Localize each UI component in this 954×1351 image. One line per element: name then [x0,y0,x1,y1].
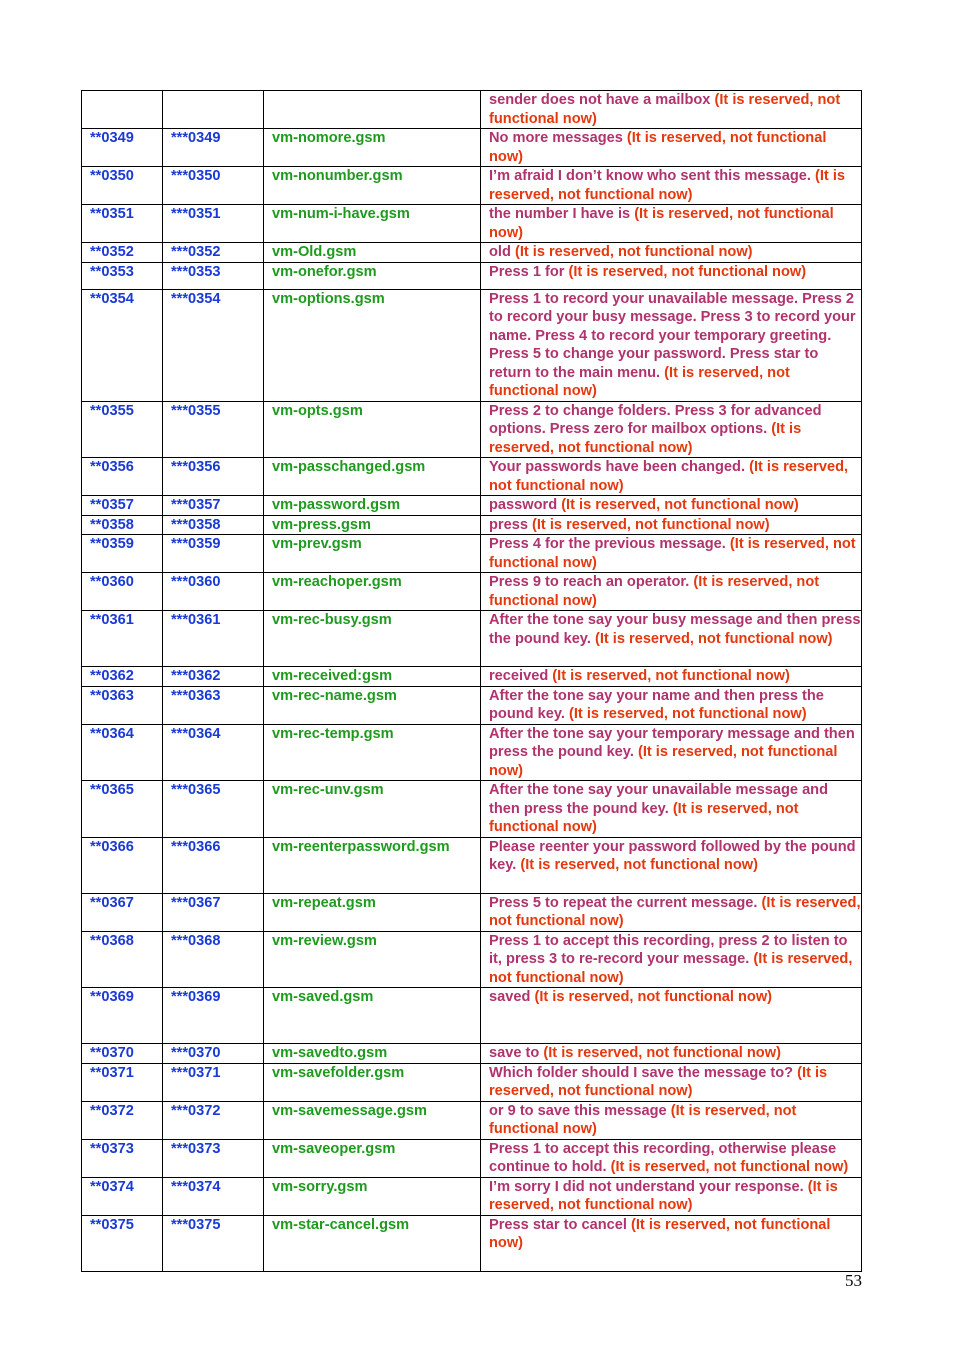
description-cell [481,91,862,129]
description-cell [481,458,862,496]
code-long-cell: ***0370 [163,1044,264,1064]
reserved-note: (It is reserved, not functional now) [489,168,845,203]
table-row [82,667,862,687]
code-short-cell: **0358 [82,515,163,535]
code-short-cell: **0360 [82,573,163,611]
code-short-cell: **0375 [82,1215,163,1271]
reserved-note: (It is reserved, not functional now) [534,989,773,1005]
reserved-note: (It is reserved, not functional now) [520,857,758,873]
code-long-cell: ***0352 [163,243,264,263]
table-row [82,205,862,243]
reserved-note: (It is reserved, not functional now) [489,1064,828,1099]
description-text: After the tone say your unavailable message and then press the pound key. [489,782,829,817]
filename-cell: vm-saveoper.gsm [264,1139,481,1177]
description-cell [481,781,862,838]
code-short-cell: **0350 [82,167,163,205]
code-short-cell: **0357 [82,496,163,516]
reserved-note: (It is reserved, not functional now) [489,574,820,609]
description-cell [481,129,862,167]
table-row [82,515,862,535]
code-short-cell: **0371 [82,1063,163,1101]
description-text: the number I have is [489,206,631,222]
table-row [82,893,862,931]
code-short-cell: **0365 [82,781,163,838]
filename-cell: vm-rec-temp.gsm [264,724,481,781]
reserved-note: (It is reserved, not functional now) [489,1216,831,1251]
code-long-cell: ***0361 [163,611,264,667]
filename-cell: vm-repeat.gsm [264,893,481,931]
description-cell [481,167,862,205]
description-text: password [489,497,558,513]
filename-cell: vm-prev.gsm [264,535,481,573]
description-cell [481,1101,862,1139]
reserved-note: (It is reserved, not functional now) [489,421,802,456]
reserved-note: (It is reserved, not functional now) [552,668,790,684]
description-cell [481,1177,862,1215]
table-row [82,686,862,724]
code-long-cell: ***0351 [163,205,264,243]
code-short-cell: **0362 [82,667,163,687]
description-text: After the tone say your name and then press the pound key. [489,687,824,722]
description-cell [481,289,862,401]
code-long-cell [163,91,264,129]
code-long-cell: ***0371 [163,1063,264,1101]
table-row [82,1139,862,1177]
filename-cell: vm-star-cancel.gsm [264,1215,481,1271]
description-text: Your passwords have been changed. [489,459,746,475]
code-short-cell: **0361 [82,611,163,667]
description-cell [481,686,862,724]
filename-cell: vm-savefolder.gsm [264,1063,481,1101]
reserved-note: (It is reserved, not functional now) [569,706,807,722]
filename-cell: vm-rec-busy.gsm [264,611,481,667]
filename-cell: vm-received:gsm [264,667,481,687]
code-long-cell: ***0353 [163,262,264,289]
code-short-cell: **0359 [82,535,163,573]
filename-cell: vm-reenterpassword.gsm [264,837,481,893]
description-cell [481,1139,862,1177]
description-cell [481,667,862,687]
description-cell [481,893,862,931]
description-text: save to [489,1045,540,1061]
code-short-cell: **0355 [82,401,163,458]
filename-cell: vm-nomore.gsm [264,129,481,167]
filename-cell: vm-press.gsm [264,515,481,535]
code-long-cell: ***0359 [163,535,264,573]
table-body [82,91,862,1272]
filename-cell: vm-opts.gsm [264,401,481,458]
code-short-cell: **0356 [82,458,163,496]
table-row [82,496,862,516]
description-cell [481,573,862,611]
page-number: 53 [845,1271,862,1290]
filename-cell: vm-nonumber.gsm [264,167,481,205]
code-long-cell: ***0350 [163,167,264,205]
description-cell [481,1063,862,1101]
filename-cell: vm-savemessage.gsm [264,1101,481,1139]
description-cell [481,496,862,516]
code-long-cell: ***0357 [163,496,264,516]
code-long-cell: ***0366 [163,837,264,893]
table-row [82,1063,862,1101]
description-text: Press 4 for the previous message. [489,536,726,552]
description-text: Press 5 to repeat the current message. [489,894,758,911]
reserved-note: (It is reserved, not functional now) [561,497,799,513]
code-long-cell: ***0363 [163,686,264,724]
table-row [82,401,862,458]
reserved-note: (It is reserved, not functional now) [489,1102,797,1137]
table-row [82,837,862,893]
reserved-note: (It is reserved, not functional now) [489,206,834,241]
filename-cell: vm-password.gsm [264,496,481,516]
description-cell [481,724,862,781]
description-text: sender does not have a mailbox [489,92,711,108]
code-long-cell: ***0360 [163,573,264,611]
description-cell [481,1044,862,1064]
code-short-cell: **0353 [82,262,163,289]
code-long-cell: ***0374 [163,1177,264,1215]
description-text: Press 2 to change folders. Press 3 for advanced options. Press zero for mailbox options. [489,402,822,437]
code-short-cell: **0368 [82,931,163,988]
prompt-code-table [81,90,862,1272]
description-cell [481,1215,862,1271]
description-text: Press 1 to accept this recording, press 2 to listen to it, press 3 to re-record your message. [489,932,848,967]
table-row [82,262,862,289]
description-text: After the tone say your temporary message and then press the pound key. [489,725,855,760]
description-text: received [489,668,549,684]
code-long-cell: ***0369 [163,988,264,1044]
code-long-cell: ***0368 [163,931,264,988]
code-long-cell: ***0364 [163,724,264,781]
code-short-cell: **0372 [82,1101,163,1139]
code-short-cell: **0363 [82,686,163,724]
code-short-cell: **0370 [82,1044,163,1064]
description-cell [481,401,862,458]
table-row [82,611,862,667]
table-row [82,1044,862,1064]
reserved-note: (It is reserved, not functional now) [489,800,799,835]
code-long-cell: ***0367 [163,893,264,931]
code-short-cell: **0354 [82,289,163,401]
description-text: or 9 to save this message [489,1102,667,1119]
reserved-note: (It is reserved, not functional now) [489,536,856,571]
description-text: Which folder should I save the message to? [489,1064,794,1081]
code-short-cell [82,91,163,129]
description-text: After the tone say your busy message and then press the pound key. [489,612,861,647]
description-cell [481,243,862,263]
filename-cell: vm-reachoper.gsm [264,573,481,611]
code-long-cell: ***0372 [163,1101,264,1139]
filename-cell: vm-num-i-have.gsm [264,205,481,243]
table-row-continued [82,91,862,129]
table-row [82,1215,862,1271]
description-cell [481,988,862,1044]
filename-cell: vm-options.gsm [264,289,481,401]
filename-cell: vm-Old.gsm [264,243,481,263]
table-row [82,1177,862,1215]
filename-cell [264,91,481,129]
code-short-cell: **0367 [82,893,163,931]
reserved-note: (It is reserved, not functional now) [489,894,861,929]
description-cell [481,931,862,988]
description-text: I’m sorry I did not understand your response. [489,1178,804,1195]
code-short-cell: **0366 [82,837,163,893]
description-text: old [489,244,511,260]
description-text: Press star to cancel [489,1216,627,1233]
table-row [82,129,862,167]
table-row [82,1101,862,1139]
table-row [82,988,862,1044]
description-text: Press 1 to accept this recording, otherwise please continue to hold. [489,1140,837,1175]
description-text: press [489,516,528,533]
description-cell [481,205,862,243]
description-text: I’m afraid I don’t know who sent this message. [489,168,811,184]
code-long-cell: ***0375 [163,1215,264,1271]
reserved-note: (It is reserved, not functional now) [594,630,833,647]
reserved-note: (It is reserved, not functional now) [489,364,790,399]
table-row [82,724,862,781]
code-short-cell: **0351 [82,205,163,243]
filename-cell: vm-sorry.gsm [264,1177,481,1215]
filename-cell: vm-saved.gsm [264,988,481,1044]
description-cell [481,262,862,289]
code-long-cell: ***0362 [163,667,264,687]
code-long-cell: ***0356 [163,458,264,496]
reserved-note: (It is reserved, not functional now) [489,130,827,165]
code-short-cell: **0373 [82,1139,163,1177]
filename-cell: vm-passchanged.gsm [264,458,481,496]
description-cell [481,535,862,573]
table-row [82,243,862,263]
code-short-cell: **0369 [82,988,163,1044]
table-row [82,573,862,611]
description-text: Press 9 to reach an operator. [489,574,690,590]
table-row [82,289,862,401]
description-text: Please reenter your password followed by the pound key. [489,838,856,873]
table-row [82,535,862,573]
filename-cell: vm-savedto.gsm [264,1044,481,1064]
description-text: No more messages [489,130,623,146]
code-short-cell: **0349 [82,129,163,167]
reserved-note: (It is reserved, not functional now) [543,1045,781,1061]
code-long-cell: ***0355 [163,401,264,458]
description-text: Press 1 to record your unavailable message. Press 2 to record your busy message. Press 3 to record your name. Press 4 to record your temporary greeting. Press 5 to change your password. Press star to return to the main menu. [489,290,856,381]
description-text: Press 1 for [489,263,565,280]
code-long-cell: ***0349 [163,129,264,167]
reserved-note: (It is reserved, not functional now) [489,1178,838,1213]
table-row [82,167,862,205]
code-short-cell: **0352 [82,243,163,263]
description-cell [481,837,862,893]
filename-cell: vm-rec-unv.gsm [264,781,481,838]
code-short-cell: **0364 [82,724,163,781]
description-text: saved [489,989,531,1005]
table-row [82,931,862,988]
filename-cell: vm-rec-name.gsm [264,686,481,724]
reserved-note: (It is reserved, not functional now) [610,1159,849,1175]
reserved-note: (It is reserved, not functional now) [489,92,841,127]
reserved-note: (It is reserved, not functional now) [489,744,838,779]
code-long-cell: ***0373 [163,1139,264,1177]
description-cell [481,515,862,535]
code-short-cell: **0374 [82,1177,163,1215]
reserved-note: (It is reserved, not functional now) [568,263,807,280]
reserved-note: (It is reserved, not functional now) [489,459,849,494]
reserved-note: (It is reserved, not functional now) [514,244,753,260]
reserved-note: (It is reserved, not functional now) [489,951,853,986]
table-row [82,781,862,838]
table-row [82,458,862,496]
description-cell [481,611,862,667]
filename-cell: vm-review.gsm [264,931,481,988]
reserved-note: (It is reserved, not functional now) [532,516,770,533]
filename-cell: vm-onefor.gsm [264,262,481,289]
code-long-cell: ***0358 [163,515,264,535]
code-long-cell: ***0354 [163,289,264,401]
code-long-cell: ***0365 [163,781,264,838]
